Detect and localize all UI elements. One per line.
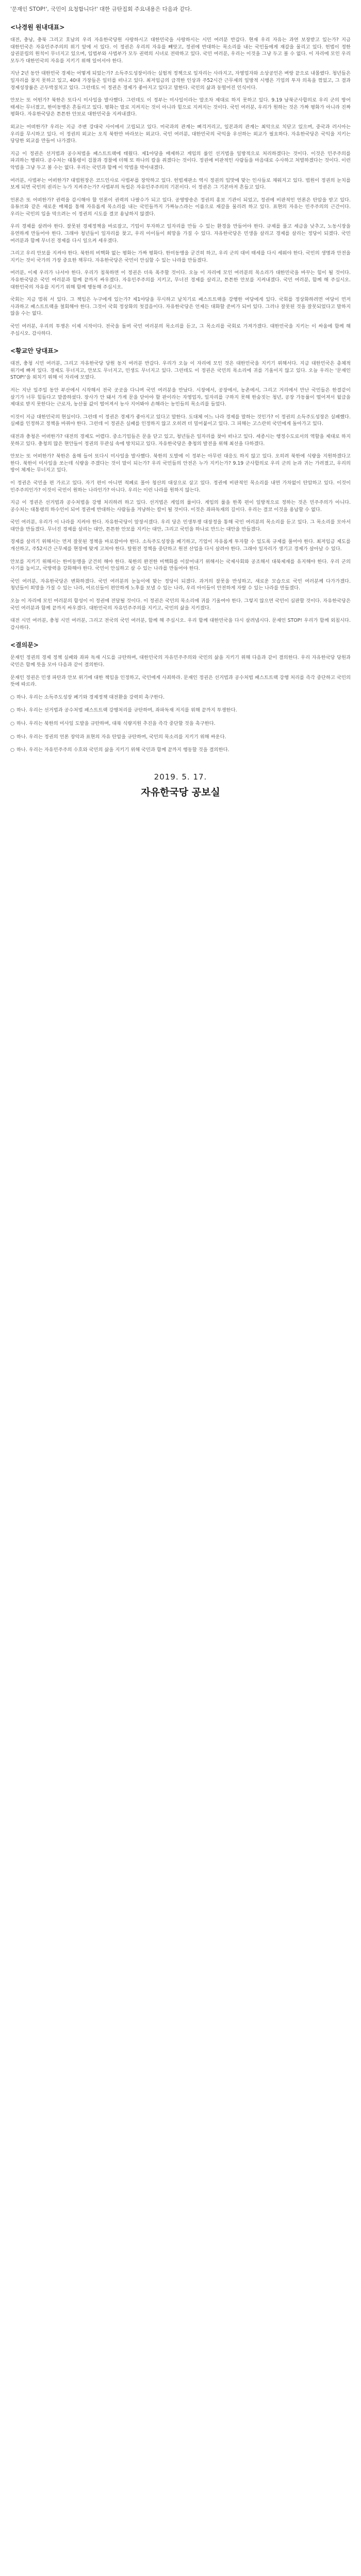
paragraph: 이 정권은 국민을 편 가르고 있다. 자기 편이 아니면 적폐로 몰아 청산의 대상으로 삼고 있다. 정권에 비판적인 목소리를 내면 가차없이 탄압하고 있다. 이것이 민주주의인가? 이것이 국민이 원하는 나라인가? 아니다. 우리는 이런 나라를 원하지 않는다. <box>10 480 351 493</box>
paragraph: 대전, 충남, 충북 그리고 호남의 우리 자유한국당원 사랑하시고 대한민국을 사랑하시는 시민 여러분 반갑다. 현재 우리 자유는 과연 보장받고 있는가? 지금 대한민국은 자유민주주의의 위기 앞에 서 있다. 이 정권은 우리의 자유를 빼앗고, 정권에 반대하는 목소리를 내는 국민들에게 재갈을 물리고 있다. 헌법이 정한 삼권분립의 원칙이 무너지고 있으며, 입법부와 사법부가 모두 권력의 시녀로 전락하고 있다. 국민 여러분, 우리는 이것을 그냥 두고 볼 수 없다. 이 자리에 모인 우리 모두가 대한민국의 자유를 지키기 위해 일어서야 한다. <box>10 37 351 64</box>
resolution-item <box>10 747 351 754</box>
release-date: 2019. 5. 17. <box>154 772 207 782</box>
bullet-icon: ○ <box>10 734 15 740</box>
resolution-text: 하나. 우리는 선거법과 공수처법 패스트트랙 강행처리를 규탄하며, 좌파독재 저지를 위해 끝까지 투쟁한다. <box>17 707 237 714</box>
resolution-text: 하나. 우리는 소득주도성장 폐기와 경제정책 대전환을 강력히 촉구한다. <box>17 694 165 700</box>
paragraph: 국민 여러분, 자유한국당은 변화하겠다. 국민 여러분의 눈높이에 맞는 정당이 되겠다. 과거의 잘못을 반성하고, 새로운 모습으로 국민 여러분께 다가가겠다. 청년들이 희망을 가질 수 있는 나라, 어르신들이 편안하게 노후를 보낼 수 있는 나라, 우리 아이들이 안전하게 자랄 수 있는 나라를 만들겠다. <box>10 578 351 591</box>
paragraph: 지금 이 정권은 선거법과 공수처법을 패스트트랙에 태웠다. 제1야당을 배제하고 게임의 룰인 선거법을 일방적으로 처리하겠다는 것이다. 이것은 민주주의를 파괴하는 행위다. 공수처는 대통령이 검찰과 경찰에 더해 또 하나의 칼을 쥐겠다는 것이다. 정권에 비판적인 사람들을 마음대로 수사하고 처벌하겠다는 것이다. 이런 악법을 그냥 두고 볼 수는 없다. 우리는 국민과 함께 이 악법을 막아내겠다. <box>10 150 351 171</box>
paragraph: 여러분, 이제 우리가 나서야 한다. 우리가 침묵하면 이 정권은 더욱 폭주할 것이다. 오늘 이 자리에 모인 여러분의 목소리가 대한민국을 바꾸는 힘이 될 것이다. 자유한국당은 국민 여러분과 함께 끝까지 싸우겠다. 자유민주주의를 지키고, 무너진 경제를 살리고, 튼튼한 안보를 지켜내겠다. 국민 여러분, 함께 해 주십시오. 대한민국의 자유를 지키기 위해 함께 행동해 주십시오. <box>10 270 351 290</box>
resolution-item <box>10 720 351 727</box>
resolution-item <box>10 707 351 714</box>
paragraph: 국민 여러분, 우리의 투쟁은 이제 시작이다. 전국을 돌며 국민 여러분의 목소리를 듣고, 그 목소리를 국회로 가져가겠다. 대한민국을 지키는 이 싸움에 함께 해 주십시오. 감사하다. <box>10 324 351 336</box>
paragraph: 그리고 우리 안보를 지켜야 한다. 북한의 비핵화 없는 평화는 가짜 평화다. 한미동맹을 굳건히 하고, 우리 군의 대비 태세를 다시 세워야 한다. 국민의 생명과 안전을 지키는 것이 국가의 가장 중요한 책무다. 자유한국당은 국민이 안심할 수 있는 나라를 만들겠다. <box>10 250 351 263</box>
bullet-icon: ○ <box>10 707 15 714</box>
paragraph: 경제를 살리기 위해서는 먼저 잘못된 정책을 바로잡아야 한다. 소득주도성장을 폐기하고, 기업이 자유롭게 투자할 수 있도록 규제를 풀어야 한다. 최저임금 제도를 개선하고, 주52시간 근무제를 현장에 맞게 고쳐야 한다. 탈원전 정책을 중단하고 원전 산업을 다시 살려야 한다. 그래야 일자리가 생기고 경제가 살아날 수 있다. <box>10 539 351 552</box>
paragraph: 저는 지난 일주일 동안 부산에서 시작해서 전국 곳곳을 다니며 국민 여러분을 만났다. 시장에서, 공장에서, 농촌에서, 그리고 거리에서 만난 국민들은 한결같이 살기가 너무 힘들다고 말씀하셨다. 장사가 안 돼서 가게 문을 닫아야 할 판이라는 자영업자, 일자리를 구하지 못해 한숨짓는 청년, 공장 가동률이 떨어져서 월급을 제대로 받지 못한다는 근로자, 농산물 값이 떨어져서 농사 지어봐야 손해라는 농민들의 목소리를 들었다. <box>10 387 351 408</box>
resolution-text: 하나. 우리는 자유민주주의 수호와 국민의 삶을 지키기 위해 국민과 함께 끝까지 행동할 것을 결의한다. <box>17 747 229 753</box>
paragraph: 여러분, 사법부는 어떠한가? 대법원장은 코드인사로 사법부를 장악하고 있다. 헌법재판소 역시 정권의 입맛에 맞는 인사들로 채워지고 있다. 법원이 정권의 눈치를 보게 되면 국민의 권리는 누가 지켜주는가? 사법부의 독립은 자유민주주의의 기본이다. 이 정권은 그 기본마저 흔들고 있다. <box>10 177 351 191</box>
resolution-text: 하나. 우리는 정권의 언론 장악과 표현의 자유 탄압을 규탄하며, 국민의 목소리를 지키기 위해 싸운다. <box>17 734 226 740</box>
section-heading-floor-leader: <나경원 원내대표> <box>10 24 65 31</box>
section-floor-leader-body <box>10 37 351 337</box>
paragraph: 외교는 어떠한가? 우리는 지금 주변 강대국 사이에서 고립되고 있다. 미국과의 관계는 삐걱거리고, 일본과의 관계는 최악으로 치닫고 있으며, 중국과 러시아는 우리를 무시하고 있다. 이 정권의 외교는 오직 북한만 바라보는 외교다. 국민 여러분, 대한민국의 국익을 우선하는 외교가 필요하다. 자유한국당은 국익을 지키는 당당한 외교를 만들어 나가겠다. <box>10 124 351 144</box>
paragraph: 대전과 충청은 어떠한가? 대전의 경제도 어렵다. 중소기업들은 문을 닫고 있고, 청년들은 일자리를 찾아 떠나고 있다. 세종시는 행정수도로서의 역할을 제대로 하지 못하고 있다. 충청의 많은 현안들이 정권의 무관심 속에 방치되고 있다. 자유한국당은 충청의 발전을 위해 최선을 다하겠다. <box>10 433 351 447</box>
resolution-text: 하나. 우리는 북한의 미사일 도발을 규탄하며, 대북 식량지원 추진을 즉각 중단할 것을 촉구한다. <box>17 720 216 726</box>
resolution-intro: 문재인 정권의 경제 정책 실패와 좌파 독재 시도를 규탄하며, 대한민국의 자유민주주의와 국민의 삶을 지키기 위해 다음과 같이 결의한다. 우리 자유한국당 당원과 국민은 함께 뜻을 모아 다음과 같이 결의한다. <box>10 655 351 668</box>
document-lead-line: '문재인 STOP!', 국민이 요청합니다!' 대한 규탄집회 주요내용은 다음과 같다. <box>10 6 192 12</box>
paragraph: 대전, 충청 시민 여러분, 그리고 자유한국당 당원 동지 여러분 반갑다. 우리가 오늘 이 자리에 모인 것은 대한민국을 지키기 위해서다. 지금 대한민국은 총체적 위기에 빠져 있다. 경제도 무너지고, 안보도 무너지고, 민생도 무너지고 있다. 그런데도 이 정권은 국민의 목소리에 귀를 기울이지 않고 있다. 오늘 우리는 '문재인 STOP!'을 외치기 위해 이 자리에 모였다. <box>10 361 351 381</box>
bullet-icon: ○ <box>10 694 15 700</box>
paragraph: 우리 경제를 살려야 한다. 잘못된 경제정책을 바로잡고, 기업이 투자하고 일자리를 만들 수 있는 환경을 만들어야 한다. 규제를 풀고 세금을 낮추고, 노동시장을 유연하게 만들어야 한다. 그래야 청년들이 일자리를 찾고, 우리 아이들이 희망을 가질 수 있다. 자유한국당은 민생을 살리고 경제를 살리는 정당이 되겠다. 국민 여러분과 함께 무너진 경제를 다시 일으켜 세우겠다. <box>10 224 351 244</box>
issuing-office: 자유한국당 공보실 <box>141 786 220 798</box>
paragraph: 안보는 또 어떤가? 북한은 또다시 미사일을 발사했다. 그런데도 이 정부는 미사일이라는 말조차 제대로 하지 못하고 있다. 9.19 남북군사합의로 우리 군의 방어 태세는 무너졌고, 한미동맹은 흔들리고 있다. 평화는 말로 지켜지는 것이 아니라 힘으로 지켜지는 것이다. 국민 여러분, 우리가 원하는 것은 가짜 평화가 아니라 진짜 평화다. 자유한국당은 튼튼한 안보로 대한민국을 지켜내겠다. <box>10 97 351 117</box>
paragraph: 국회는 지금 멈춰 서 있다. 그 책임은 누구에게 있는가? 제1야당을 무시하고 날치기로 패스트트랙을 강행한 여당에게 있다. 국회를 정상화하려면 여당이 먼저 사과하고 패스트트랙을 철회해야 한다. 그것이 국회 정상화의 첫걸음이다. 자유한국당은 언제든 대화할 준비가 되어 있다. 그러나 잘못된 것을 잘못되었다고 말하지 않을 수는 없다. <box>10 297 351 317</box>
paragraph: 지난 2년 동안 대한민국 경제는 어떻게 되었는가? 소득주도성장이라는 실험적 정책으로 일자리는 사라지고, 자영업자와 소상공인은 벼랑 끝으로 내몰렸다. 청년들은 일자리를 찾지 못하고 있고, 40대 가장들은 일터를 떠나고 있다. 최저임금의 급격한 인상과 주52시간 근무제의 일방적 시행은 기업의 투자 의욕을 꺾었고, 그 결과 경제성장률은 곤두박질치고 있다. 그런데도 이 정권은 경제가 좋아지고 있다고 말한다. 국민의 삶과 동떨어진 인식이다. <box>10 71 351 91</box>
section-heading-party-leader: <황교안 당대표> <box>10 347 59 355</box>
section-heading-resolution: <결의문> <box>10 641 39 649</box>
bullet-icon: ○ <box>10 720 15 726</box>
section-party-leader-body <box>10 360 351 631</box>
resolution-item <box>10 734 351 741</box>
paragraph: 이것이 지금 대한민국의 현실이다. 그런데 이 정권은 경제가 좋아지고 있다고 말한다. 도대체 어느 나라 경제를 말하는 것인가? 이 정권의 소득주도성장은 실패했다. 실패를 인정하고 정책을 바꿔야 한다. 그런데 이 정권은 실패를 인정하지 않고 오히려 더 밀어붙이고 있다. 그 피해는 고스란히 국민에게 돌아가고 있다. <box>10 414 351 427</box>
paragraph: 대전 시민 여러분, 충청 시민 여러분, 그리고 전국의 국민 여러분, 함께 해 주십시오. 우리 함께 대한민국을 다시 살려냅시다. 문재인 STOP! 우리가 함께 외칩시다. 감사하다. <box>10 618 351 631</box>
resolution-intro-2: 문재인 정권은 민생 파탄과 안보 위기에 대한 책임을 인정하고, 국민에게 사죄하라. 문재인 정권은 선거법과 공수처법 패스트트랙 강행 처리를 즉각 중단하고 국민의 뜻에 따르라. <box>10 674 351 688</box>
resolution-item <box>10 694 351 701</box>
paragraph: 오늘 이 자리에 모인 여러분의 함성이 이 정권에 전달될 것이다. 이 정권은 국민의 목소리에 귀를 기울여야 한다. 그렇지 않으면 국민이 심판할 것이다. 자유한국당은 국민 여러분과 함께 끝까지 싸우겠다. 대한민국의 자유민주주의를 지키고, 국민의 삶을 지키겠다. <box>10 598 351 611</box>
resolution-list <box>10 694 351 754</box>
press-release-document <box>0 0 361 799</box>
paragraph: 지금 이 정권은 선거법과 공수처법을 강행 처리하려 하고 있다. 선거법은 게임의 룰이다. 게임의 룰을 한쪽 편이 일방적으로 정하는 것은 민주주의가 아니다. 공수처는 대통령의 하수인이 되어 정권에 반대하는 사람들을 겨냥하는 칼이 될 것이다. 이것은 좌파독재의 길이다. 우리는 결코 이것을 용납할 수 없다. <box>10 500 351 513</box>
bullet-icon: ○ <box>10 747 15 753</box>
paragraph: 언론은 또 어떠한가? 권력을 감시해야 할 언론이 권력의 나팔수가 되고 있다. 공영방송은 정권의 홍보 기관이 되었고, 정권에 비판적인 언론은 탄압을 받고 있다. 유튜브와 같은 새로운 매체를 통해 자유롭게 목소리를 내는 국민들까지 가짜뉴스라는 이름으로 재갈을 물리려 하고 있다. 표현의 자유는 민주주의의 근간이다. 우리는 국민의 입을 막으려는 이 정권의 시도를 결코 용납하지 않겠다. <box>10 197 351 217</box>
paragraph: 안보를 지키기 위해서는 한미동맹을 굳건히 해야 한다. 북한의 완전한 비핵화를 이끌어내기 위해서는 국제사회와 공조해서 대북제재를 유지해야 한다. 우리 군의 사기를 높이고, 국방력을 강화해야 한다. 국민이 안심하고 살 수 있는 나라를 만들어야 한다. <box>10 558 351 572</box>
paragraph: 안보는 또 어떠한가? 북한은 올해 들어 또다시 미사일을 발사했다. 북한의 도발에 이 정부는 아무런 대응도 하지 않고 있다. 오히려 북한에 식량을 지원하겠다고 한다. 북한이 미사일을 쏘는데 식량을 주겠다는 것이 말이 되는가? 우리 국민들의 안전은 누가 지키는가? 9.19 군사합의로 우리 군의 눈과 귀는 가려졌고, 우리의 방어 체계는 무너지고 있다. <box>10 453 351 473</box>
paragraph: 국민 여러분, 우리가 이 나라를 지켜야 한다. 자유한국당이 앞장서겠다. 우리 당은 민생투쟁 대장정을 통해 국민 여러분의 목소리를 듣고 있다. 그 목소리를 모아서 대안을 만들겠다. 무너진 경제를 살리는 대안, 튼튼한 안보를 지키는 대안, 그리고 국민을 하나로 만드는 대안을 만들겠다. <box>10 519 351 532</box>
